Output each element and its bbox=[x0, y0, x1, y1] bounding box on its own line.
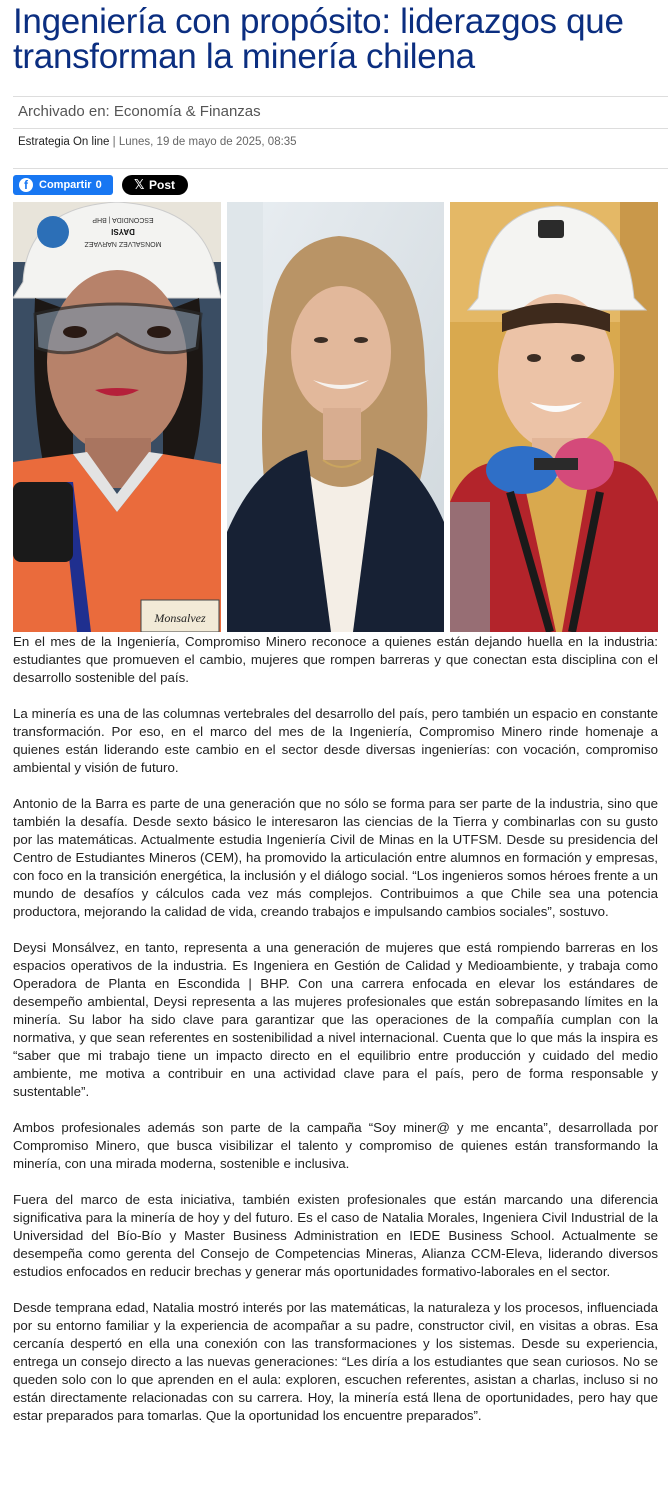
facebook-share-label: Compartir bbox=[39, 179, 92, 191]
article-paragraph: Ambos profesionales además son parte de la campaña “Soy miner@ y me encanta”, desarrollada por Compromiso Minero, que busca visibilizar el talento y compromiso de quienes están transformando la minería, con una mirada moderna, sostenible e inclusiva. bbox=[13, 1120, 658, 1171]
byline bbox=[13, 128, 668, 169]
archive-prefix: Archivado en: bbox=[18, 103, 110, 120]
x-post-button[interactable] bbox=[122, 175, 188, 195]
article-paragraph: Desde temprana edad, Natalia mostró interés por las matemáticas, la naturaleza y los procesos, influenciada por su entorno familiar y la experiencia de acompañar a su padre, constructor civil, en visitas a obras. Esa cercanía despertó en ella una conexión con las transformaciones y los sistemas. Desde su experiencia, entrega un consejo directo a las nuevas generaciones: “Les diría a los estudiantes que sean curiosos. No se queden solo con lo que aprenden en el aula: exploren, escuchen referentes, asistan a charlas, incluso si no están directamente relacionadas con su carrera. Hoy, la minería está llena de oportunidades, pero hay que estar preparados para tomarlas. Que la oportunidad los encuentre preparados”. bbox=[13, 1300, 658, 1423]
photo-man-hardhat bbox=[450, 202, 658, 632]
facebook-icon: f bbox=[19, 178, 33, 192]
badge-label: Monsalvez bbox=[154, 611, 206, 625]
article-paragraph: En el mes de la Ingeniería, Compromiso Minero reconoce a quienes están dejando huella en la industria: estudiantes que promueven el cambio, mujeres que rompen barreras y que conectan esta disciplina con el desarrollo sostenible del país. bbox=[13, 634, 658, 685]
article-paragraph: Fuera del marco de esta iniciativa, también existen profesionales que están marcando una diferencia significativa para la minería de hoy y del futuro. Es el caso de Natalia Morales, Ingeniera Civil Industrial de la Universidad del Bío-Bío y Master Business Administration en IEDE Business School. Actualmente se desempeña como gerenta del Consejo de Competencias Mineras, Alianza CCM-Eleva, liderando diversos estudios enfocados en reducir brechas y generar más oportunidades formativo-laborales en el sector. bbox=[13, 1192, 658, 1279]
x-logo-icon: 𝕏 bbox=[134, 177, 145, 192]
helmet-label-2: DAYSI bbox=[111, 227, 135, 236]
article-photo-collage bbox=[13, 202, 658, 632]
photo-woman-blazer bbox=[227, 202, 444, 632]
article-paragraph: Antonio de la Barra es parte de una generación que no sólo se forma para ser parte de la industria, sino que también la desafía. Desde sexto básico le interesaron las ciencias de la Tierra y combinarlas con su gusto por las matemáticas. Actualmente estudia Ingeniería Civil de Minas en la UTFSM. Desde su presidencia del Centro de Estudiantes Mineros (CEM), ha promovido la articulación entre alumnos en formación y empresas, con foco en la transición energética, la inclusión y el diálogo social. “Los ingenieros somos héroes frente a un mundo de desafíos y cálculos cada vez más complejos. Contribuimos a que Chile sea una potencia productora, mejorando la calidad de vida, creando trabajos e impulsando cambios sociales”, sostuvo. bbox=[13, 796, 658, 919]
article-paragraph: Deysi Monsálvez, en tanto, representa a una generación de mujeres que está rompiendo barreras en los espacios operativos de la industria. Es Ingeniera en Gestión de Calidad y Medioambiente, y trabaja como Operadora de Planta en Escondida | BHP. Con una carrera enfocada en elevar los estándares de desempeño ambiental, Deysi representa a las mujeres profesionales que están sobrepasando límites en la minería. Su labor ha sido clave para garantizar que las operaciones de la compañía cumplan con la normativa, y que sean referentes en sostenibilidad a nivel internacional. Cuenta que lo que más la inspira es “saber que mi trabajo tiene un impacto directo en el equilibrio entre producción y cuidado del medio ambiente, me motiva a contribuir en una actividad clave para el país, pero de forma responsable y sustentable”. bbox=[13, 940, 658, 1099]
helmet-label-3: MONSALVEZ NARVAEZ bbox=[84, 240, 162, 247]
article-paragraph: La minería es una de las columnas vertebrales del desarrollo del país, pero también un espacio en constante transformación. Por eso, en el marco del mes de la Ingeniería, Compromiso Minero rinde homenaje a quienes están liderando este cambio en el sector desde diversas ingenierías: con vocación, compromiso ambiental y visión de futuro. bbox=[13, 706, 658, 775]
photo-woman-hardhat bbox=[13, 202, 221, 632]
article-title: Ingeniería con propósito: liderazgos que transforman la minería chilena bbox=[13, 2, 624, 76]
facebook-share-count: 0 bbox=[95, 179, 102, 191]
archive-line bbox=[18, 103, 261, 120]
archive-category-link[interactable]: Economía & Finanzas bbox=[113, 103, 261, 120]
article-body bbox=[13, 633, 658, 1443]
archive-bar bbox=[13, 96, 668, 129]
source-name: Estrategia On line bbox=[18, 136, 110, 148]
publish-date: Lunes, 19 de mayo de 2025, 08:35 bbox=[118, 136, 297, 148]
byline-line bbox=[18, 136, 297, 148]
facebook-share-button[interactable] bbox=[13, 175, 113, 195]
x-post-label: Post bbox=[149, 178, 176, 192]
byline-separator: | bbox=[112, 136, 116, 148]
helmet-label-1: ESCONDIDA | BHP bbox=[92, 216, 154, 223]
